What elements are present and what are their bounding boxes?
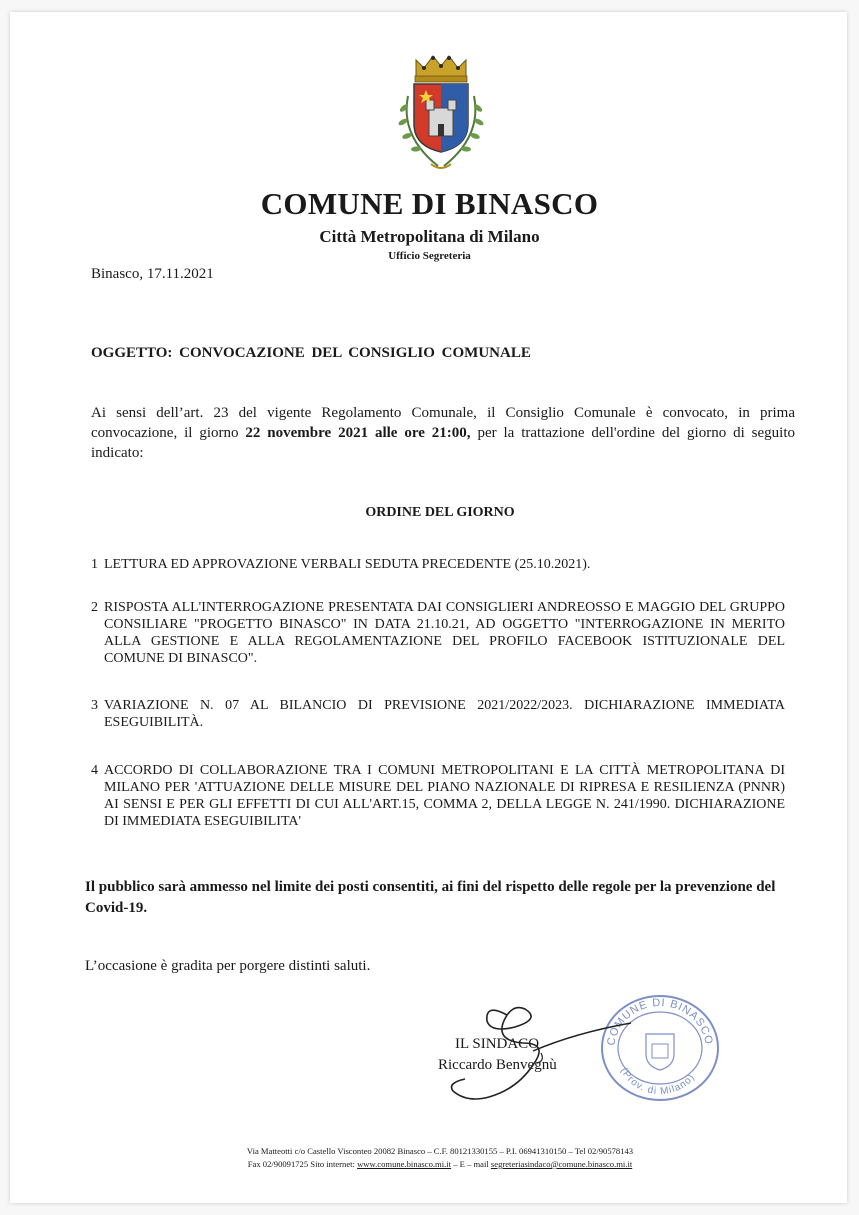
intro-text-part1: Ai sensi dell’art. 23 del vigente Regolamento Comunale, il Consiglio Comunale è convocato, in prima convocazione, il giorno [91,405,795,441]
document-date: Binasco, 17.11.2021 [91,266,214,282]
agenda-item [91,599,785,667]
signer-name: Riccardo Benvegnù [438,1057,557,1073]
footer-contacts [0,1159,859,1169]
greeting: L’occasione è gradita per porgere distinti saluti. [85,958,371,974]
agenda-item [91,556,785,573]
stamp-text-top: COMUNE DI BINASCO [605,996,715,1047]
agenda-item [91,762,785,830]
page-title: COMUNE DI BINASCO [260,186,599,221]
intro-paragraph [91,403,795,463]
agenda-item-number: 2 [91,600,98,615]
agenda-item-text: VARIAZIONE N. 07 AL BILANCIO DI PREVISIONE 2021/2022/2023. DICHIARAZIONE IMMEDIATA ESEGUIBILITÀ. [104,698,785,730]
subtitle: Città Metropolitana di Milano [319,227,540,246]
agenda-item-number: 3 [91,698,98,713]
agenda-item [91,697,785,731]
agenda-item-number: 4 [91,763,98,778]
footer-address: Via Matteotti c/o Castello Visconteo 20082 Binasco – C.F. 80121330155 – P.I. 06941310150 – Tel 02/90578143 [246,1146,634,1156]
website-link[interactable]: www.comune.binasco.mi.it [357,1159,452,1169]
footer-fax: Fax 02/90091725 Sito internet: [247,1159,358,1169]
agenda-item-text: LETTURA ED APPROVAZIONE VERBALI SEDUTA PRECEDENTE (25.10.2021). [104,557,591,572]
office-label: Ufficio Segreteria [388,250,471,262]
agenda-item-text: RISPOSTA ALL'INTERROGAZIONE PRESENTATA DAI CONSIGLIERI ANDREOSSO E MAGGIO DEL GRUPPO CONSILIARE "PROGETTO BINASCO" IN DATA 21.10.21, AD OGGETTO "INTERROGAZIONE IN MERITO ALLA GESTIONE E ALLA REGOLAMENTAZIONE DEL PROFILO FACEBOOK ISTITUZIONALE DEL COMUNE DI BINASCO". [104,600,785,666]
agenda-item-text: ACCORDO DI COLLABORAZIONE TRA I COMUNI METROPOLITANI E LA CITTÀ METROPOLITANA DI MILANO PER 'ATTUAZIONE DELLE MISURE DEL PIANO NAZIONALE DI RIPRESA E RESILIENZA (PNNR) AI SENSI E PER GLI EFFETTI DI CUI ALL'ART.15, COMMA 2, DELLA LEGGE N. 241/1990. DICHIARAZIONE DI IMMEDIATA ESEGUIBILITA' [104,763,785,829]
meeting-date: 22 novembre 2021 alle ore 21:00, [245,425,471,441]
agenda-title: ORDINE DEL GIORNO [365,505,515,520]
covid-notice: Il pubblico sarà ammesso nel limite dei posti consentiti, ai fini del rispetto delle regole per la prevenzione del Covid-19. [85,879,776,916]
handwritten-signature [445,993,635,1118]
intro-text-part2: per la trattazione dell'ordine del giorno di seguito indicato: [91,425,795,461]
signer-role: IL SINDACO [455,1036,540,1052]
stamp-text-bottom: (Prov. di Milano) [618,1066,698,1098]
email-link[interactable]: segreteriasindaco@comune.binasco.mi.it [490,1159,633,1169]
agenda-item-number: 1 [91,557,98,572]
footer-email-label: – E – mail [451,1159,491,1169]
coat-of-arms-icon [386,46,496,181]
subject-line: OGGETTO: CONVOCAZIONE DEL CONSIGLIO COMUNALE [91,345,531,361]
